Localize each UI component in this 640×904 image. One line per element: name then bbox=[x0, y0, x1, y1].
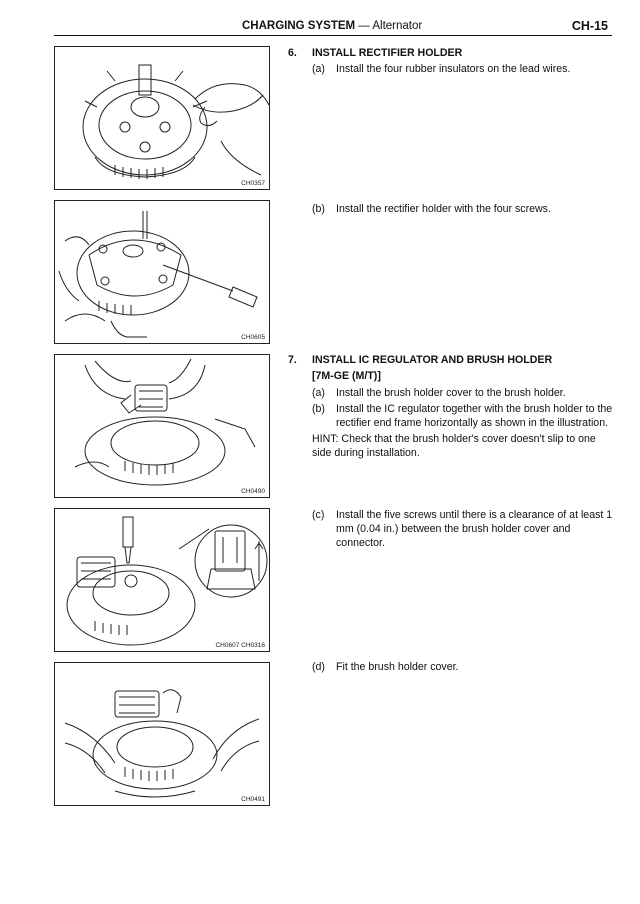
figure-code: CH0357 bbox=[241, 180, 265, 187]
figure-code: CH0607 CH0316 bbox=[215, 642, 265, 649]
page-header bbox=[54, 18, 612, 38]
brush-holder-clearance-illustration bbox=[55, 509, 269, 651]
step-number: 6. bbox=[288, 47, 297, 59]
item-text: Install the brush holder cover to the brush holder. bbox=[336, 387, 566, 399]
step-7c bbox=[288, 508, 614, 550]
page-number: CH-15 bbox=[571, 19, 608, 33]
figure-code: CH0605 bbox=[241, 334, 265, 341]
item-label: (d) bbox=[312, 661, 325, 673]
figure-code: CH0490 bbox=[241, 488, 265, 495]
step-subtitle: [7M-GE (M/T)] bbox=[312, 370, 381, 382]
item-text: Install the four rubber insulators on the lead wires. bbox=[336, 63, 571, 75]
hint-text: HINT: Check that the brush holder's cover doesn't slip to one side during installation. bbox=[312, 433, 596, 459]
item-label: (a) bbox=[312, 63, 325, 75]
figure-brush-holder-clearance bbox=[54, 508, 270, 652]
figure-code: CH0491 bbox=[241, 796, 265, 803]
step-number: 7. bbox=[288, 354, 297, 366]
step-7-heading bbox=[288, 353, 614, 383]
figure-brush-holder-cover bbox=[54, 662, 270, 806]
item-text: Install the IC regulator together with the brush holder to the rectifier end frame horizontally as shown in the illustration. bbox=[336, 403, 613, 429]
step-title: INSTALL IC REGULATOR AND BRUSH HOLDER bbox=[312, 354, 553, 366]
step-6b bbox=[288, 202, 614, 216]
figure-rubber-insulators bbox=[54, 46, 270, 190]
alternator-insulator-illustration bbox=[55, 47, 269, 189]
regulator-hands-illustration bbox=[55, 355, 269, 497]
rectifier-screwdriver-illustration bbox=[55, 201, 269, 343]
item-label: (b) bbox=[312, 403, 325, 415]
step-6-heading bbox=[288, 46, 614, 60]
brush-cover-hands-illustration bbox=[55, 663, 269, 805]
step-title: INSTALL RECTIFIER HOLDER bbox=[312, 47, 463, 59]
item-label: (c) bbox=[312, 509, 325, 521]
item-text: Install the rectifier holder with the four screws. bbox=[336, 203, 551, 215]
header-rule bbox=[54, 35, 612, 36]
figure-rectifier-holder bbox=[54, 200, 270, 344]
figure-ic-regulator bbox=[54, 354, 270, 498]
step-7ab bbox=[288, 386, 614, 460]
item-text: Install the five screws until there is a clearance of at least 1 mm (0.04 in.) between the brush holder cover and connector. bbox=[336, 509, 613, 549]
step-7d bbox=[288, 660, 614, 674]
section-title: CHARGING SYSTEM — Alternator bbox=[242, 20, 423, 32]
step-6a bbox=[288, 62, 614, 76]
item-text: Fit the brush holder cover. bbox=[336, 661, 459, 673]
item-label: (a) bbox=[312, 387, 325, 399]
item-label: (b) bbox=[312, 203, 325, 215]
